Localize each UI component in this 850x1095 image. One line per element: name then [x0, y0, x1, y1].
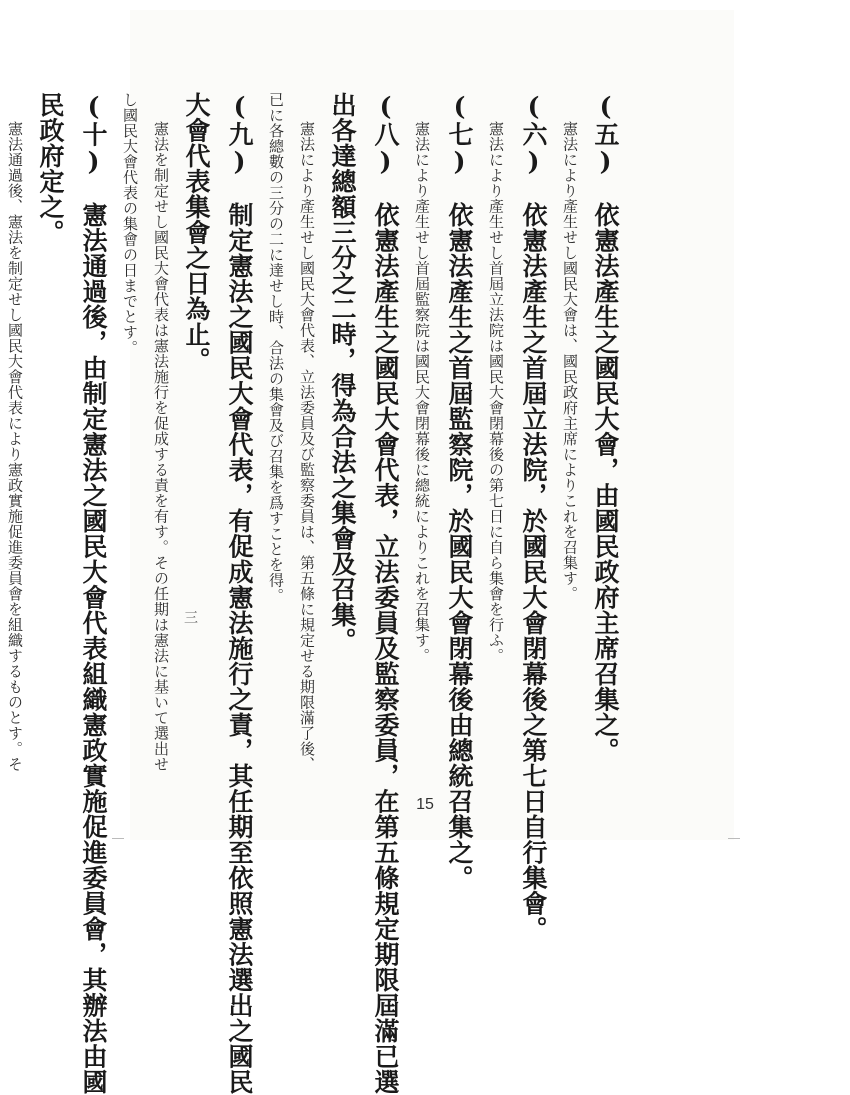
article-9-translation-continued: し國民大會代表の集會の日までとす。 [121, 92, 139, 356]
article-8-translation: 憲法により產生せし國民大會代表、立法委員及び監察委員は、第五條に規定せる期限滿了後、 [298, 121, 316, 772]
article-8: (八) 依憲法產生之國民大會代表，立法委員及監察委員，在第五條規定期限屆滿已選 [371, 92, 400, 1095]
article-10-translation: 憲法通過後、憲法を制定せし國民大會代表により憲政實施促進委員會を組織するものとす。そ [6, 121, 24, 772]
article-9-translation: 憲法を制定せし國民大會代表は憲法施行を促成する責を有す。その任期は憲法に基いて選出せ [152, 121, 170, 772]
article-8-translation-continued: 已に各總數の三分の二に達せし時、合法の集會及び召集を爲すことを得。 [267, 92, 285, 604]
side-page-number: 三 [182, 610, 198, 624]
article-8-continued: 出各達總額三分之二時，得為合法之集會及召集。 [328, 92, 357, 653]
article-10-continued: 民政府定之。 [36, 92, 65, 245]
article-6-translation: 憲法により產生せし首屆立法院は國民大會閉幕後の第七日に自ら集會を行ふ。 [487, 121, 505, 664]
page-number: 15 [416, 796, 434, 813]
crop-mark-right [728, 838, 740, 839]
article-5: (五) 依憲法產生之國民大會，由國民政府主席召集之。 [591, 92, 620, 763]
article-7: (七) 依憲法產生之首屆監察院，於國民大會閉幕後由總統召集之。 [445, 92, 474, 891]
article-10: (十) 憲法通過後，由制定憲法之國民大會代表組織憲政實施促進委員會，其辦法由國 [79, 92, 108, 1095]
crop-mark-left [112, 838, 124, 839]
article-9: (九) 制定憲法之國民大會代表，有促成憲法施行之責，其任期至依照憲法選出之國民 [225, 92, 254, 1095]
article-9-continued: 大會代表集會之日為止。 [182, 92, 211, 373]
article-7-translation: 憲法により產生せし首屆監察院は國民大會閉幕後に總統によりこれを召集す。 [413, 121, 431, 664]
article-6: (六) 依憲法產生之首屆立法院，於國民大會閉幕後之第七日自行集會。 [519, 92, 548, 942]
article-5-translation: 憲法により產生せし國民大會は、國民政府主席によりこれを召集す。 [561, 121, 579, 602]
